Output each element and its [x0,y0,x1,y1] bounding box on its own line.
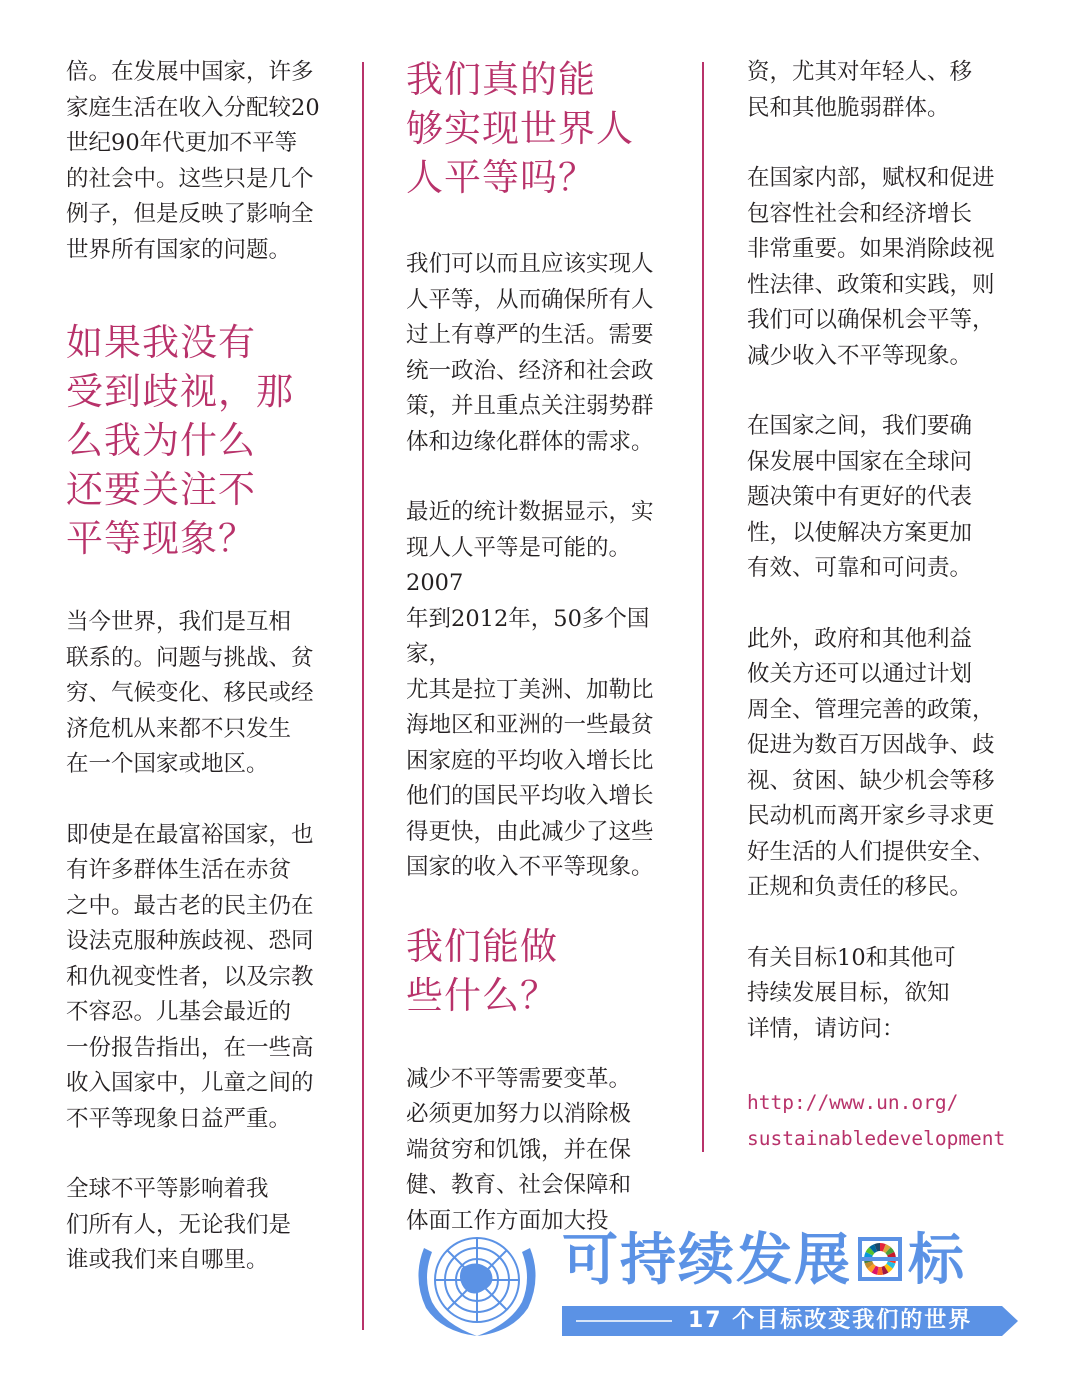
sdg-title: 可持续发展 标 [562,1228,966,1293]
column-divider-2 [702,62,704,1152]
paragraph: 减少不平等需要变革。 必须更加努力以消除极 端贫穷和饥饿，并在保 健、教育、社会保障和 体面工作方面加大投 [406,1065,632,1234]
paragraph: 全球不平等影响着我 们所有人，无论我们是 谁或我们来自哪里。 [66,1176,292,1273]
paragraph: 即使是在最富裕国家，也 有许多群体生活在赤贫 之中。最古老的民主仍在 设法克服种族歧视、恐同 和仇视变性者，以及宗教 不容忍。儿基会最近的 一份报告指出，在一些高 收入国家中，儿童之间的 不平等现象日益严重。 [66,821,314,1132]
column-2 [406,55,676,1239]
column-divider-1 [362,62,364,1330]
section-heading-equality: 我们真的能 够实现世界人 人平等吗？ [406,58,634,199]
intro-paragraph: 倍。在发展中国家，许多 家庭生活在收入分配较20 世纪90年代更加不平等 的社会中。这些只是几个 例子，但是反映了影响全 世界所有国家的问题。 [66,59,320,263]
paragraph: 我们可以而且应该实现人 人平等，从而确保所有人 过上有尊严的生活。需要 统一政治、经济和社会政 策，并且重点关注弱势群 体和边缘化群体的需求。 [406,251,654,455]
continued-paragraph: 资，尤其对年轻人、移 民和其他脆弱群体。 [747,59,973,121]
paragraph: 最近的统计数据显示，实 现人人平等是可能的。2007 年到2012年，50多个国家， 尤其是拉丁美洲、加勒比 海地区和亚洲的一些最贫 困家庭的平均收入增长比 他们的国民平均收入增长 得更快，由此减少了这些 国家的收入不平等现象。 [406,499,654,880]
section-heading-discrimination: 如果我没有 受到歧视，那 么我为什么 还要关注不 平等现象？ [66,321,294,560]
sdg-wheel-icon [854,1233,906,1285]
sdg-logo [402,1228,1022,1348]
column-3 [747,55,1037,1157]
paragraph: 有关目标10和其他可 持续发展目标，欲知 详情，请访问： [747,944,956,1042]
column-1 [66,55,334,1279]
paragraph: 此外，政府和其他利益 攸关方还可以通过计划 周全、管理完善的政策， 促进为数百万因战争、歧 视、贫困、缺少机会等移 民动机而离开家乡寻求更 好生活的人们提供安全、 正规和负责任的移民。 [747,625,995,900]
paragraph: 在国家内部，赋权和促进 包容性社会和经济增长 非常重要。如果消除歧视 性法律、政策和实践，则 我们可以确保机会平等， 减少收入不平等现象。 [747,165,995,369]
sdg-link[interactable]: http://www.un.org/ sustainabledevelopment [747,1091,1006,1150]
tagline: 17 个目标改变我们的世界 [688,1308,973,1333]
section-heading-what-to-do: 我们能做 些什么？ [406,924,558,1017]
un-emblem-icon [402,1228,552,1348]
paragraph: 当今世界，我们是互相 联系的。问题与挑战、贫 穷、气候变化、移民或经 济危机从来都不只发生 在一个国家或地区。 [66,609,314,777]
paragraph: 在国家之间，我们要确 保发展中国家在全球问 题决策中有更好的代表 性，以使解决方案更加 有效、可靠和可问责。 [747,413,973,581]
tagline-banner [562,1306,1018,1336]
